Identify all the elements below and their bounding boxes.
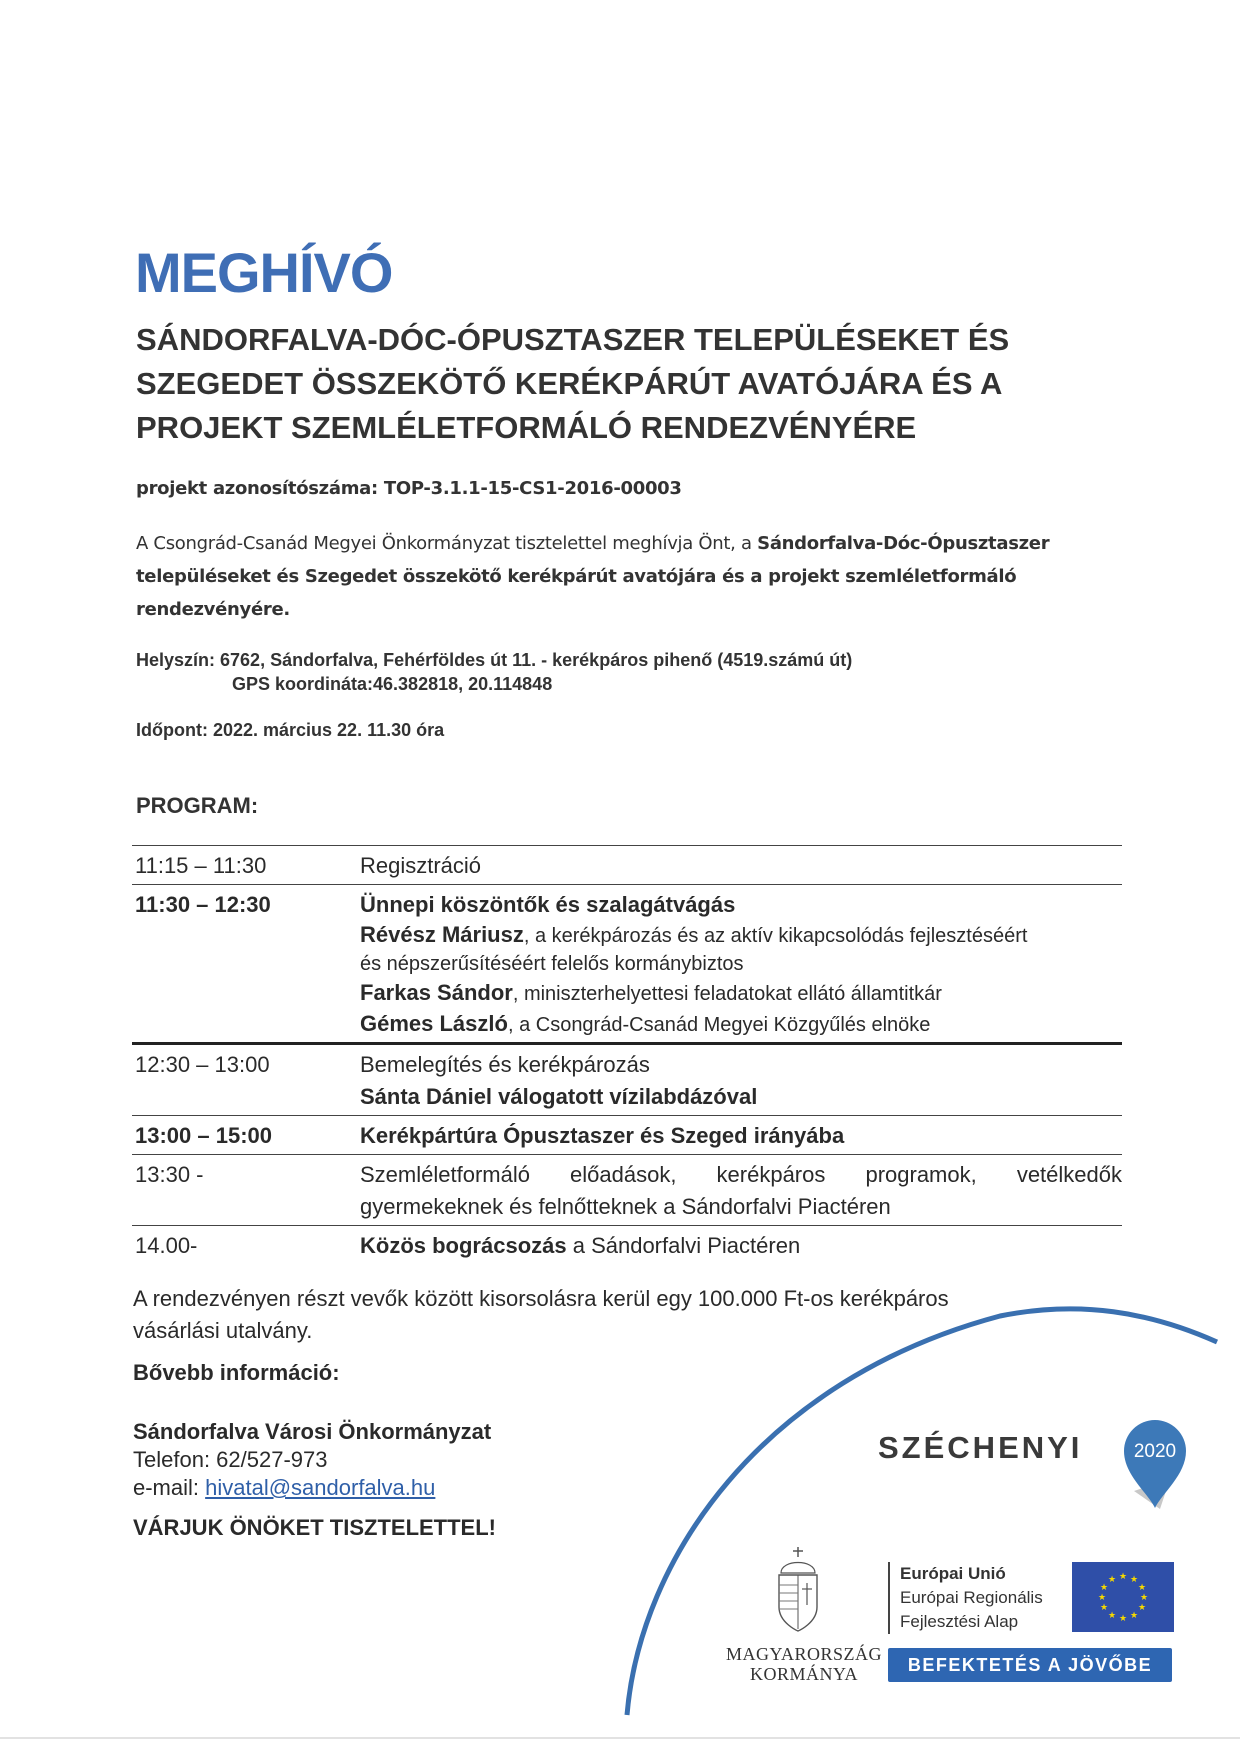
svg-text:★: ★ [1118, 1614, 1128, 1624]
line-bold: Sánta Dániel válogatott vízilabdázóval [360, 1084, 758, 1109]
line-bold: Közös bográcsozás [360, 1233, 567, 1258]
government-logo-text [724, 1644, 884, 1684]
program-time: 11:30 – 12:30 [135, 892, 271, 917]
line-bold: Révész Máriusz [360, 922, 524, 947]
coat-of-arms-icon [773, 1545, 823, 1635]
svg-text:★: ★ [1139, 1593, 1149, 1603]
szechenyi-year: 2020 [1133, 1441, 1177, 1462]
program-time: 11:15 – 11:30 [135, 853, 267, 878]
contact-phone: Telefon: 62/527-973 [133, 1447, 328, 1472]
eu-title: Európai Unió [900, 1564, 1006, 1583]
program-time: 14.00- [135, 1233, 198, 1258]
svg-text:★: ★ [1097, 1593, 1107, 1603]
gov-line1: MAGYARORSZÁG [725, 1644, 883, 1664]
program-time: 12:30 – 13:00 [135, 1052, 270, 1077]
program-heading: PROGRAM: [136, 793, 259, 818]
page-title: MEGHÍVÓ [135, 241, 393, 304]
svg-text:★: ★ [1107, 1575, 1117, 1585]
line-bold: Ünnepi köszöntők és szalagátvágás [360, 892, 736, 917]
svg-text:★: ★ [1099, 1583, 1109, 1593]
raffle-notice: A rendezvényen részt vevők között kisorsolásra kerül egy 100.000 Ft-os kerékpáros vásárlási utalvány. [133, 1286, 949, 1343]
map-pin-icon [1120, 1413, 1190, 1513]
intro-text: A Csongrád-Csanád Megyei Önkormányzat tisztelettel meghívja Önt, a [136, 533, 758, 554]
line-text: gyermekeknek és felnőtteknek a Sándorfalvi Piactéren [360, 1194, 891, 1219]
intro-bold-text: Sándorfalva-Dóc-Ópusztaszer településeket és Szegedet összekötő kerékpárút avatójára és a projekt szemléletformáló rendezvényére. [136, 533, 1050, 620]
location-address: Helyszín: 6762, Sándorfalva, Fehérföldes út 11. - kerékpáros pihenő (4519.számú út) [136, 650, 853, 670]
svg-text:★: ★ [1099, 1603, 1109, 1613]
event-time: Időpont: 2022. március 22. 11.30 óra [136, 720, 445, 740]
contact-org: Sándorfalva Városi Önkormányzat [133, 1419, 492, 1444]
more-info-heading: Bővebb információ: [133, 1360, 340, 1385]
line-bold: Gémes László [360, 1011, 508, 1036]
line-text: , a kerékpározás és az aktív kikapcsolódás fejlesztéséért [523, 925, 1028, 947]
eu-line2: Fejlesztési Alap [900, 1612, 1019, 1631]
email-link[interactable]: hivatal@sandorfalva.hu [205, 1475, 436, 1500]
line-bold: Kerékpártúra Ópusztaszer és Szeged irányába [360, 1123, 845, 1148]
svg-text:★: ★ [1137, 1603, 1147, 1613]
email-label: e-mail: [133, 1475, 206, 1500]
subtitle-line: SÁNDORFALVA-DÓC-ÓPUSZTASZER TELEPÜLÉSEKET ÉS [136, 322, 1010, 357]
line-text: és népszerűsítéséért felelős kormánybiztos [360, 953, 744, 975]
project-id: projekt azonosítószáma: TOP-3.1.1-15-CS1-2016-00003 [136, 478, 682, 499]
svg-text:★: ★ [1137, 1583, 1147, 1593]
line-text: a Sándorfalvi Piactéren [566, 1233, 801, 1258]
line-text: , a Csongrád-Csanád Megyei Közgyűlés elnöke [507, 1014, 931, 1036]
gps-coordinates: GPS koordináta:46.382818, 20.114848 [232, 674, 553, 694]
svg-text:★: ★ [1107, 1611, 1117, 1621]
svg-text:★: ★ [1129, 1575, 1139, 1585]
gov-line2: KORMÁNYA [749, 1664, 858, 1684]
subtitle-line: SZEGEDET ÖSSZEKÖTŐ KERÉKPÁRÚT AVATÓJÁRA ÉS A [136, 366, 1003, 401]
line-text: Regisztráció [360, 853, 482, 878]
line-text: Bemelegítés és kerékpározás [360, 1052, 650, 1077]
svg-text:★: ★ [1129, 1611, 1139, 1621]
page-divider [0, 1737, 1240, 1739]
line-text: Szemléletformáló előadások, kerékpáros programok, vetélkedők [360, 1162, 1122, 1187]
line-text: , miniszterhelyettesi feladatokat ellátó államtitkár [512, 983, 942, 1005]
program-time: 13:00 – 15:00 [135, 1123, 272, 1148]
invest-banner: BEFEKTETÉS A JÖVŐBE [888, 1648, 1172, 1682]
szechenyi-logo-text: SZÉCHENYI [878, 1430, 1083, 1465]
eu-line1: Európai Regionális [900, 1588, 1043, 1607]
eu-flag-icon [1072, 1562, 1174, 1632]
closing-line: VÁRJUK ÖNÖKET TISZTELETTEL! [133, 1515, 496, 1540]
line-bold: Farkas Sándor [360, 980, 513, 1005]
program-time: 13:30 - [135, 1162, 204, 1187]
svg-text:★: ★ [1118, 1572, 1128, 1582]
subtitle-line: PROJEKT SZEMLÉLETFORMÁLÓ RENDEZVÉNYÉRE [136, 410, 917, 445]
eu-stars [1072, 1562, 1174, 1632]
eu-fund-text [888, 1562, 1043, 1634]
